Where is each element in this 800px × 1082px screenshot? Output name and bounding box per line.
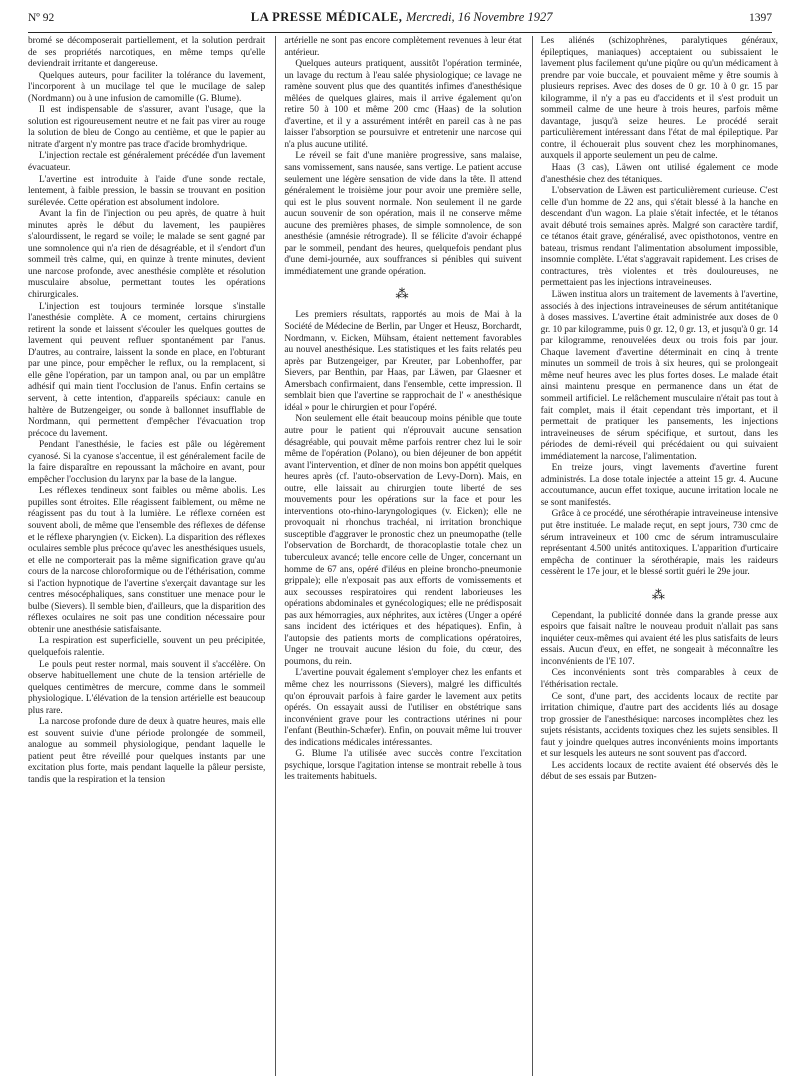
paragraph: G. Blume l'a utilisée avec succès contre l'excitation psychique, lorsque l'agitation intense se montrait rebelle à tous les traitements habituels. — [284, 749, 522, 783]
paragraph: Les premiers résultats, rapportés au mois de Mai à la Société de Médecine de Berlin, par Unger et Heusz, Borchardt, Nordmann, v. Eicken, Mühsam, étaient nettement favorables au nouvel anesthésique. Les statistiques et les faits relatés peu après par Butzengeiger, par Kreuter, par Lobenhoffer, par Sievers, par Benthin, par Haas, par Läwen, par Glaesner et Amersbach confirmaient, dans l'ensemble, cette impression. Il semblait bien que l'avertine se rapprochait de l' « anesthésique idéal » pour le chirurgien et pour l'opéré. — [284, 310, 522, 413]
paragraph: Non seulement elle était beaucoup moins pénible que toute autre pour le patient qui n'éprouvait aucune sensation désagréable, qui pouvait même parfois rentrer chez lui le soir même de l'opération (Polano), ou bien déjeuner de bon appétit avant l'intervention, et dîner de non moins bon appétit quelques heures après (cf. l'auto-observation de Levy-Dorn). Mais, en outre, elle laissait au chirurgien toute liberté de ses mouvements pour les opérations sur la face et pour les interventions oto-rhino-laryngologiques (v. Eicken); elle ne provoquait ni rhonchus trachéal, ni irritation bronchique susceptible d'aggraver le pronostic chez un pneumopathe (telle l'observation de Borchardt, de thoracoplastie totale chez un tuberculeux avancé; telle encore celle de Unger, concernant un homme de 67 ans, opéré d'iléus en pleine broncho-pneumonie grippale); elle n'exposait pas aux efforts de vomissements et aux secousses respiratoires qui rendent laborieuses les opérations abdominales et gynécologiques; elle ne prédisposait pas aux hémorragies, aux néphrites, aux ictères (Unger a opéré sans incident des ictériques et des hépatiques). Enfin, à l'autopsie des patients morts de complications opératoires, Unger ne trouvait aucune lésion du foie, du cœur, des poumons, du rein. — [284, 414, 522, 667]
paragraph: L'injection est toujours terminée lorsque s'installe l'anesthésie complète. A ce moment, certains chirurgiens retirent la sonde et laissent s'écouler les quelques gouttes de lavement qui peuvent refluer spontanément par l'anus. D'autres, au contraire, laissent la sonde en place, en l'obturant par une pince, pour empêcher le reflux, ou la remplacent, si elle gêne l'opération, par un tampon anal, ou par un emplâtre adhésif qui main tient l'occlusion de l'anus. Enfin certains se servent, à cette intention, d'appareils spéciaux: canule en haltère de Butzengeiger, ou sonde à ballonnet insufflable de Nordmann, qui permettent d'empêcher l'évacuation trop précoce du lavement. — [28, 301, 266, 439]
paragraph: En treize jours, vingt lavements d'avertine furent administrés. La dose totale injectée a atteint 15 gr. 4. Aucune accoutumance, aucun effet toxique, aucune irritation locale ne se sont manifestés. — [540, 463, 778, 508]
column-3 — [532, 36, 778, 1076]
paragraph: artérielle ne sont pas encore complètement revenues à leur état antérieur. — [284, 36, 522, 58]
page-number: 1397 — [749, 12, 772, 24]
paragraph: Les accidents locaux de rectite avaient été observés dès le début de ses essais par Butzen- — [540, 760, 778, 783]
paragraph: Avant la fin de l'injection ou peu après, de quatre à huit minutes après le début du lavement, les paupières s'alourdissent, le regard se voile; le malade se sent gagné par une somnolence qui n'a rien de désagréable, et il s'endort d'un sommeil très calme, qui, en quinze à trente minutes, devient une narcose profonde, avec anesthésie complète et résolution musculaire absolue, permettant toutes les opérations chirurgicales. — [28, 209, 266, 301]
paragraph: L'injection rectale est généralement précédée d'un lavement évacuateur. — [28, 151, 266, 174]
paragraph: Quelques auteurs, pour faciliter la tolérance du lavement, l'incorporent à un mucilage tel que le mucilage de salep (Nordmann) ou à une infusion de camomille (G. Blume). — [28, 70, 266, 104]
article-body — [28, 36, 778, 1076]
issue-date: Mercredi, 16 Novembre 1927 — [405, 10, 553, 24]
paragraph: Haas (3 cas), Läwen ont utilisé également ce mode d'anesthésie chez des tétaniques. — [540, 163, 778, 185]
section-divider-asterism: ⁂ — [651, 586, 667, 602]
publication-line — [251, 10, 553, 25]
paragraph: L'observation de Läwen est particulièrement curieuse. C'est celle d'un homme de 22 ans, qui s'était blessé à la hanche en descendant d'un wagon. La plaie s'était infectée, et le tétanos avait débuté trois semaines après. Malgré son caractère tardif, ce tétanos était grave, généralisé, avec opisthotonos, ventre en bateau, trismus rendant l'alimentation absolument impossible, insomnie complète. L'état s'aggravait rapidement. Les crises de contractures, très violentes et très douloureuses, ne permettaient pas les injections intraveineuses. — [540, 186, 778, 289]
paragraph: Ces inconvénients sont très comparables à ceux de l'éthérisation rectale. — [540, 668, 778, 690]
paragraph: Ce sont, d'une part, des accidents locaux de rectite par irritation chimique, d'autre part des accidents liés au dosage trop grossier de l'anesthésique: narcoses incomplètes chez les sujets résistants, accidents toxiques chez les sujets sensibles. Il faut y joindre quelques autres inconvénients moins importants et sur lesquels les auteurs ne sont souvent pas d'accord. — [540, 691, 778, 760]
paragraph: Grâce à ce procédé, une sérothérapie intraveineuse intensive put être instituée. Le malade reçut, en sept jours, 730 cmc de sérum intraveineux et 100 cmc de sérum intramusculaire représentant 4.500 unités antitoxiques. L'apparition d'urticaire empêcha de continuer la sérothérapie, mais les raideurs cessèrent le 17e jour, et le blessé sortit guéri le 29e jour. — [540, 509, 778, 578]
column-2 — [275, 36, 521, 1076]
paragraph: Quelques auteurs pratiquent, aussitôt l'opération terminée, un lavage du rectum à l'eau salée physiologique; ce lavage ne ramène souvent plus que des quantités infimes d'anesthésique mêlées de quelques glaires, mais il arrive également qu'on retire 50 à 100 et même 200 cmc (Haas) de la solution d'avertine, et il y a assurément intérêt en pareil cas à ne pas laisser l'absorption se poursuivre et entretenir une narcose qui n'a plus aucune utilité. — [284, 59, 522, 150]
paragraph: Le réveil se fait d'une manière progressive, sans malaise, sans vomissement, sans nausée, sans vertige. Le patient accuse seulement une légère sensation de vide dans la tête. Il attend généralement le troisième jour pour avoir une première selle, qui est le plus souvent normale. Non seulement il ne garde aucun souvenir de son opération, mais il ne conserve même aucune des premières phases, de simple somnolence, de son anesthésie (amnésie rétrograde). Il se félicite d'avoir échappé par le sommeil, pendant des heures, quelquefois pendant plus d'une demi-journée, aux souffrances si pénibles qui suivent immédiatement une grande opération. — [284, 151, 522, 277]
paragraph: bromé se décomposerait partiellement, et la solution perdrait de ses propriétés narcotiques, en même temps qu'elle deviendrait irritante et dangereuse. — [28, 36, 266, 70]
publication-title: LA PRESSE MÉDICALE, — [250, 10, 403, 24]
paragraph: Pendant l'anesthésie, le facies est pâle ou légèrement cyanosé. Si la cyanose s'accentue, il est généralement facile de la faire disparaître en repoussant la mâchoire en avant, pour empêcher l'occlusion du larynx par la base de la langue. — [28, 440, 266, 485]
column-1 — [28, 36, 265, 1076]
paragraph: La narcose profonde dure de deux à quatre heures, mais elle est souvent suivie d'une période prolongée de sommeil, analogue au sommeil physiologique, pendant laquelle le patient peut être réveillé pour quelques instants par une excitation plus forte, mais pendant laquelle la pâleur persiste, tandis que la respiration et la tension — [28, 717, 266, 785]
paragraph: Les aliénés (schizophrènes, paralytiques généraux, épileptiques, maniaques) acceptaient ou subissaient le lavement plus facilement qu'une piqûre ou qu'un médicament à prendre par voie buccale, et pouvaient même y être soumis à plusieurs reprises. Avec des doses de 0 gr. 10 à 0 gr. 15 par kilogramme, il n'y a pas eu d'accidents et il s'est produit un sommeil calme de une heure à trois heures, parfois même davantage, jusqu'à seize heures. Le procédé serait particulièrement intéressant dans l'état de mal épileptique. Par contre, il échouerait plus souvent chez les morphinomanes, auxquels il apporte seulement un peu de calme. — [540, 36, 778, 162]
section-divider-asterism: ⁂ — [395, 286, 411, 302]
issue-number: Nº 92 — [28, 12, 55, 24]
paragraph: Il est indispensable de s'assurer, avant l'usage, que la solution est rigoureusement neutre et ne fait pas virer au rouge la solution de bleu de Congo au centième, et que le papier au nitrate d'argent n'y montre pas trace d'acide bromhydrique. — [28, 105, 266, 150]
paragraph: L'avertine pouvait également s'employer chez les enfants et même chez les nourrissons (Sievers), malgré les difficultés qu'on éprouvait parfois à faire garder le lavement aux petits opérés. On essayait aussi de l'utiliser en obstétrique sans inconvénient grave pour les contractions utérines ni pour l'enfant (Beuthin-Schæfer). Enfin, on pouvait même lui trouver des indications médicales intéressantes. — [284, 668, 522, 748]
paragraph: L'avertine est introduite à l'aide d'une sonde rectale, lentement, à faible pression, le bassin se trouvant en position surélevée. Cette opération est absolument indolore. — [28, 174, 266, 208]
paragraph: Les réflexes tendineux sont faibles ou même abolis. Les pupilles sont étroites. Elle réagissent faiblement, ou même ne réagissent pas du tout à la lumière. Le réflexe cornéen est souvent aboli, de même que l'ensemble des réflexes de défense et le réflexe pharyngien (v. Eicken). La disparition des réflexes oculaires semble plus précoce qu'avec les anesthésiques usuels, et elle ne comporterait pas la même signification grave qu'au cours de la narcose chloroformique ou de l'éthérisation, comme si l'action hypnotique de l'avertine s'exerçait davantage sur les centres mésocéphaliques, sans constituer une menace pour le bulbe (Sievers). Il semble bien, d'ailleurs, que la disparition des réflexes oculaires ne soit pas une condition nécessaire pour obtenir une anesthésie satisfaisante. — [28, 486, 266, 635]
paragraph: Läwen institua alors un traitement de lavements à l'avertine, associés à des injections intraveineuses de sérum antitétanique à doses massives. L'avertine était administrée aux doses de 0 gr. 10 par kilogramme, puis 0 gr. 12, 0 gr. 13, et jusqu'à 0 gr. 14 par kilogramme, renouvelées deux ou trois fois par jour. Chaque lavement d'avertine déterminait en cinq à trente minutes un sommeil de trois à six heures, qui se prolongeait même neuf heures avec les plus fortes doses. Le malade était ainsi maintenu presque en permanence dans un état de sommeil artificiel. Le relâchement musculaire n'était pas tout à fait complet, mais il était cependant très important, et il permettait de pratiquer les pansements, les injections intraveineuses de sérum spécifique, et surtout, dans les périodes de demi-réveil qui précédaient ou qui suivaient immédiatement la narcose, l'alimentation. — [540, 290, 778, 462]
page-header — [28, 10, 772, 33]
paragraph: Le pouls peut rester normal, mais souvent il s'accélère. On observe habituellement une chute de la tension artérielle de quelques centimètres de mercure, comme dans le sommeil physiologique. L'élévation de la tension artérielle est beaucoup plus rare. — [28, 659, 266, 716]
paragraph: La respiration est superficielle, souvent un peu précipitée, quelquefois ralentie. — [28, 636, 266, 658]
paragraph: Cependant, la publicité donnée dans la grande presse aux espoirs que faisait naître le nouveau produit n'allait pas sans inquiéter ceux-mêmes qui avaient été les plus satisfaits de leurs essais. Aucun d'eux, en effet, ne songeait à méconnaître les inconvénients de l'E 107. — [540, 610, 778, 667]
